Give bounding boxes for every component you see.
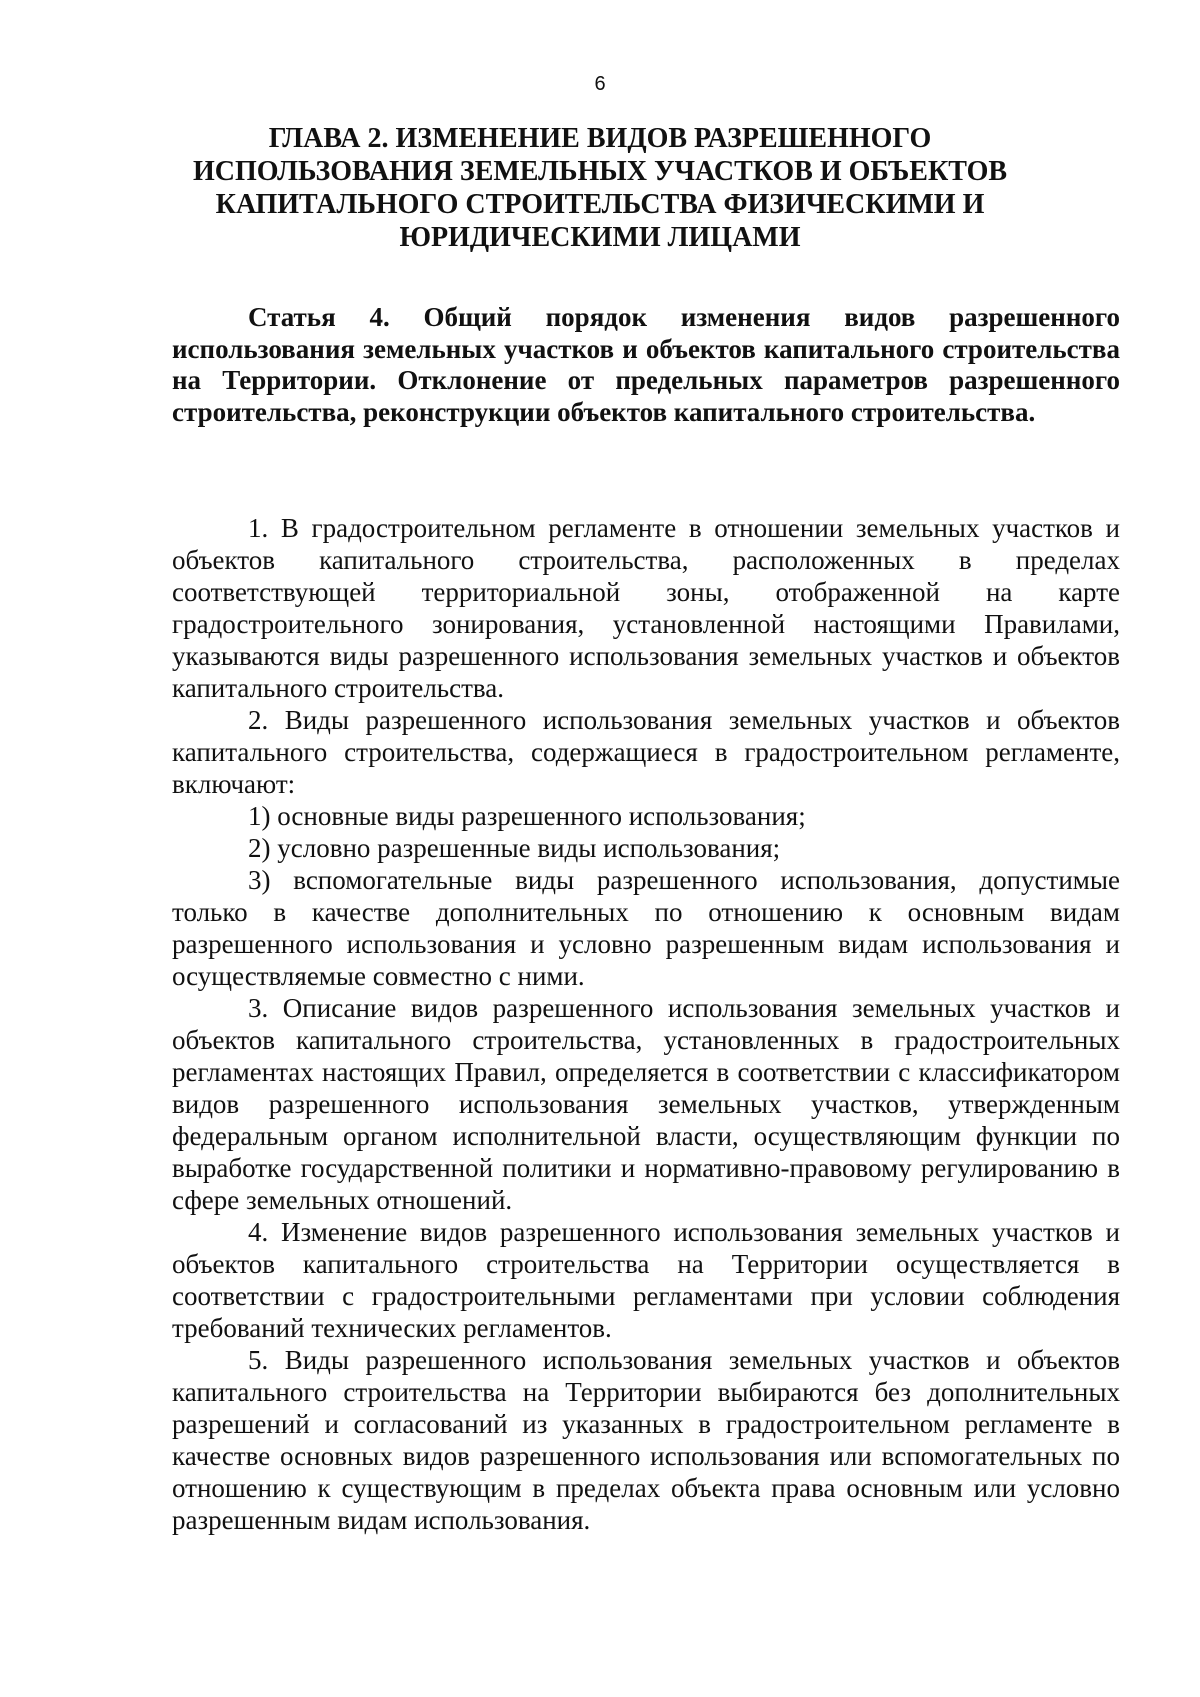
paragraph-5: 5. Виды разрешенного использования земельных участков и объектов капитального строительства на Территории выбираются без дополнительных разрешений и согласований из указанных в градостроительном регламенте в качестве основных видов разрешенного использования или вспомогательных по отношению к существующим в пределах объекта права основным или условно разрешенным видам использования. (172, 1345, 1120, 1535)
paragraph-2: 2. Виды разрешенного использования земельных участков и объектов капитального строительства, содержащиеся в градостроительном регламенте, включают: (172, 705, 1120, 799)
paragraph-1: 1. В градостроительном регламенте в отношении земельных участков и объектов капитального строительства, расположенных в пределах соответствующей территориальной зоны, отображенной на карте градостроительного зонирования, установленной настоящими Правилами, указываются виды разрешенного использования земельных участков и объектов капитального строительства. (172, 513, 1120, 703)
page-number: 6 (594, 73, 606, 95)
paragraph-2-item-3: 3) вспомогательные виды разрешенного использования, допустимые только в качестве дополнительных по отношению к основным видам разрешенного использования и условно разрешенным видам использования и осуществляемые совместно с ними. (172, 865, 1120, 991)
paragraph-2-item-1: 1) основные виды разрешенного использования; (248, 801, 806, 831)
paragraph-3: 3. Описание видов разрешенного использования земельных участков и объектов капитального строительства, установленных в градостроительных регламентах настоящих Правил, определяется в соответствии с классификатором видов разрешенного использования земельных участков, утвержденным федеральным органом исполнительной власти, осуществляющим функции по выработке государственной политики и нормативно-правовому регулированию в сфере земельных отношений. (172, 993, 1120, 1215)
article-title: Статья 4. Общий порядок изменения видов разрешенного использования земельных участков и объектов капитального строительства на Территории. Отклонение от предельных параметров разрешенного строительства, реконструкции объектов капитального строительства. (172, 302, 1120, 427)
paragraph-2-item-2: 2) условно разрешенные виды использования; (248, 833, 781, 863)
article-body (172, 512, 1120, 1536)
paragraph-4: 4. Изменение видов разрешенного использования земельных участков и объектов капитального строительства на Территории осуществляется в соответствии с градостроительными регламентами при условии соблюдения требований технических регламентов. (172, 1217, 1120, 1343)
chapter-title: ГЛАВА 2. ИЗМЕНЕНИЕ ВИДОВ РАЗРЕШЕННОГО ИСПОЛЬЗОВАНИЯ ЗЕМЕЛЬНЫХ УЧАСТКОВ И ОБЪЕКТОВ КАПИТАЛЬНОГО СТРОИТЕЛЬСТВА ФИЗИЧЕСКИМИ И ЮРИДИЧЕСКИМИ ЛИЦАМИ (192, 123, 1008, 253)
